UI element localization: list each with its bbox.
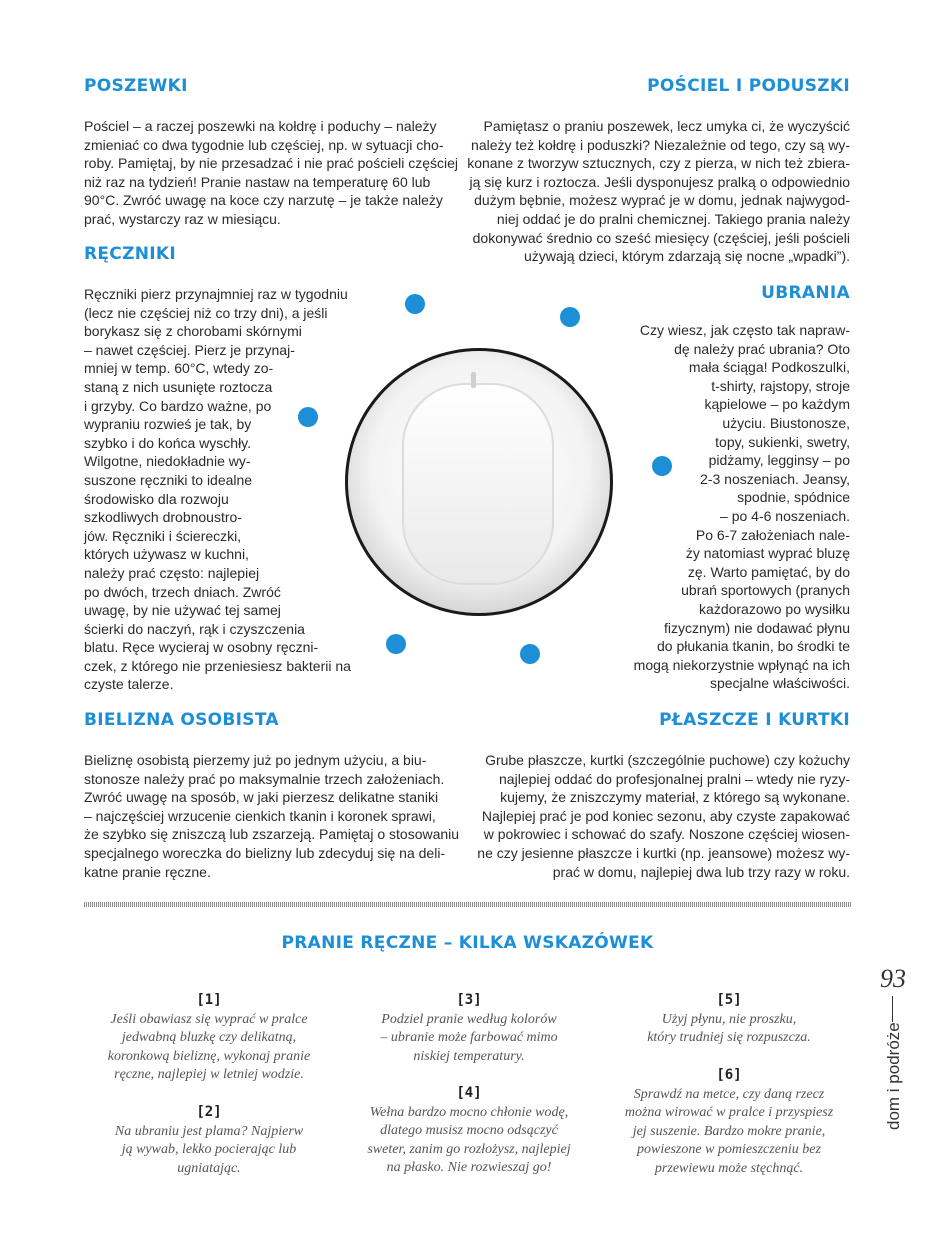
text-line: użyciu. Biustonosze, (722, 414, 850, 431)
tip-line: Jeśli obawiasz się wyprać w pralce (110, 1012, 308, 1027)
tip-5-number: [5] (716, 992, 742, 1008)
tip-line: niskiej temperatury. (413, 1048, 525, 1064)
text-line: staną z nich usunięte roztocza (84, 378, 273, 395)
text-line: szybko i do końca wyschły. (84, 434, 252, 451)
tip-2-number: [2] (196, 1104, 222, 1120)
text-line: wypraniu rozwieś je tak, by (84, 416, 252, 433)
tip-line: Podziel pranie według kolorów (381, 1012, 557, 1027)
text-line: specjalne właściwości. (709, 675, 850, 692)
tip-line: ręczne, najlepiej w letniej wodzie. (114, 1067, 304, 1083)
text-line: jów. Ręczniki i ściereczki, (84, 527, 242, 544)
text-line: zę. Warto pamiętać, by do (687, 563, 850, 580)
text-line: Pościel – a raczej poszewki na kołdrę i poduchy – należy (84, 118, 437, 134)
reczniki-heading: RĘCZNIKI (84, 244, 176, 264)
text-line: – nawet częściej. Pierz je przynaj- (84, 341, 295, 358)
text-line: fizycznym) nie dodawać płynu (664, 619, 850, 636)
text-line: Zwróć uwagę na sposób, w jaki pierzesz delikatne staniki (84, 789, 439, 806)
text-line: ścierki do naczyń, rąk i czyszczenia (84, 620, 305, 637)
text-line: używają dzieci, którym zdarzają się nocne „wpadki”). (523, 248, 850, 265)
bielizna-text (84, 751, 459, 881)
posciel-heading: POŚCIEL I PODUSZKI (647, 76, 850, 96)
text-line: szkodliwych drobnoustro- (84, 509, 242, 526)
dial-dot-icon (560, 307, 580, 327)
text-line: mała ściąga! Podkoszulki, (688, 359, 850, 376)
tip-2-text (84, 1123, 334, 1178)
text-line: 2-3 noszeniach. Jeansy, (700, 470, 850, 487)
text-line: po dwóch, trzech dniach. Zwróć (84, 583, 281, 600)
text-line: Wilgotne, niedokładnie wy- (84, 453, 251, 470)
tip-line: Wełna bardzo mocno chłonie wodę, (369, 1105, 569, 1120)
tip-line: Na ubraniu jest plama? Najpierw (114, 1124, 304, 1139)
dotted-divider (84, 902, 852, 907)
tip-4-text (344, 1104, 594, 1178)
text-line: t-shirty, rajstopy, stroje (711, 377, 850, 394)
tip-3-number: [3] (456, 992, 482, 1008)
text-line: że szybko się zniszczą lub zszarzeją. Pamiętaj o stosowaniu (84, 826, 460, 843)
tip-line: ugniatając. (177, 1160, 241, 1176)
text-line: suszone ręczniki to idealne (84, 471, 253, 488)
tip-1-number: [1] (196, 992, 222, 1008)
text-line: i grzyby. Co bardzo ważne, po (84, 397, 272, 414)
dial-dot-icon (386, 634, 406, 654)
dial-dot-icon (298, 407, 318, 427)
knob-illustration (341, 344, 617, 620)
dial-dot-icon (652, 456, 672, 476)
tip-line: Użyj płynu, nie proszku, (661, 1012, 797, 1027)
text-line: Bieliznę osobistą pierzemy już po jednym użyciu, a biu- (84, 752, 427, 768)
text-line: katne pranie ręczne. (84, 863, 211, 880)
text-line: dę należy prać ubrania? Oto (674, 340, 850, 357)
ubrania-text (634, 321, 850, 693)
text-line: (lecz nie częściej niż co trzy dni), a jeśli (84, 304, 328, 321)
text-line: każdorazowo po wysiłku (699, 600, 850, 617)
text-line: najlepiej oddać do profesjonalnej pralni – wtedy nie ryzy- (499, 770, 850, 787)
tip-5-text (604, 1011, 854, 1048)
posciel-text (467, 117, 850, 266)
page-number: 93 (880, 964, 906, 993)
tip-line: przewiewu może stęchnąć. (654, 1160, 804, 1176)
dial-dot-icon (520, 644, 540, 664)
text-line: dużym bębnie, możesz wyprać je w domu, jednak najwygod- (474, 192, 850, 209)
tip-line: można wirować w pralce i przyspiesz (624, 1105, 834, 1121)
text-line: mogą niekorzystnie wpłynąć na ich (633, 656, 850, 673)
text-line: których używasz w kuchni, (84, 546, 249, 563)
text-line: ubrań sportowych (pranych (681, 582, 850, 599)
text-line: – najczęściej wrzucenie cienkich tkanin i koronek sprawi, (84, 807, 436, 824)
text-line: czek, z którego nie przeniesiesz bakterii na (84, 657, 351, 674)
dial-dot-icon (405, 294, 425, 314)
page-divider (892, 996, 893, 1022)
tip-line: – ubranie może farbować mimo (380, 1030, 558, 1046)
text-line: stonosze należy prać po maksymalnie trzech założeniach. (84, 770, 445, 787)
text-line: roby. Pamiętaj, by nie przesadzać i nie prać pościeli częściej (84, 155, 459, 172)
tip-line: Sprawdź na metce, czy daną rzecz (633, 1087, 825, 1102)
tip-1-text (84, 1011, 334, 1085)
text-line: ży natomiast wyprać bluzę (685, 545, 850, 562)
text-line: borykasz się z chorobami skórnymi (84, 323, 302, 340)
text-line: Ręczniki pierz przynajmniej raz w tygodniu (84, 286, 348, 302)
tip-line: powieszone w pomieszczeniu bez (637, 1142, 821, 1158)
bielizna-heading: BIELIZNA OSOBISTA (84, 710, 279, 730)
text-line: zmieniać co dwa tygodnie lub częściej, np. w sytuacji cho- (84, 136, 444, 153)
text-line: prać w domu, najlepiej dwa lub trzy razy w roku. (552, 863, 850, 880)
tip-line: ją wywab, lekko pocierając lub (121, 1142, 297, 1158)
tip-3-text (344, 1011, 594, 1066)
text-line: w pokrowiec i schować do szafy. Noszone częściej wiosen- (483, 826, 850, 843)
tip-line: jej suszenie. Bardzo mokre pranie, (632, 1123, 826, 1139)
text-line: Po 6-7 założeniach nale- (695, 526, 850, 543)
tip-line: dlatego musisz mocno odsączyć (380, 1123, 558, 1139)
reczniki-text (84, 285, 351, 694)
text-line: mniej w temp. 60°C, wtedy zo- (84, 360, 274, 377)
tip-line: sweter, zanim go rozłożysz, najlepiej (367, 1141, 571, 1157)
poszewki-text (84, 117, 458, 229)
tip-line: na płasko. Nie rozwieszaj go! (386, 1160, 552, 1176)
text-line: 90°C. Zwróć uwagę na koce czy narzutę – je także należy (84, 192, 443, 209)
text-line: uwagę, by nie używać tej samej (84, 602, 281, 619)
tip-6-number: [6] (716, 1067, 742, 1083)
text-line: blatu. Ręce wycieraj w osobny ręczni- (84, 639, 319, 656)
poszewki-heading: POSZEWKI (84, 76, 188, 96)
text-line: topy, sukienki, swetry, (715, 433, 850, 450)
tip-4-number: [4] (456, 1085, 482, 1101)
tip-6-text (604, 1086, 854, 1178)
tips-heading: PRANIE RĘCZNE – KILKA WSKAZÓWEK (281, 933, 654, 953)
text-line: dokonywać średnio co sześć miesięcy (częściej, jeśli pościeli (472, 229, 850, 246)
text-line: niż raz na tydzień! Pranie nastaw na temperaturę 60 lub (84, 173, 431, 190)
text-line: do płukania tkanin, bo środki te (656, 638, 850, 655)
text-line: ją się kurz i roztocza. Jeśli dysponujesz pralką o odpowiednio (469, 173, 850, 190)
plaszcze-text (477, 751, 850, 881)
text-line: prać, wystarczy raz w miesiącu. (84, 210, 281, 227)
text-line: ne czy jesienne płaszcze i kurtki (np. jeansowe) możesz wy- (477, 844, 850, 861)
plaszcze-heading: PŁASZCZE I KURTKI (659, 710, 850, 730)
text-line: Pamiętasz o praniu poszewek, lecz umyka ci, że wyczyścić (483, 118, 850, 134)
text-line: należy też kołdrę i poduszki? Niezależnie od tego, czy są wy- (471, 136, 850, 153)
text-line: Najlepiej prać je pod koniec sezonu, aby czyste zapakować (481, 807, 850, 824)
tip-line: jedwabną bluzkę czy delikatną, (121, 1030, 297, 1046)
text-line: Grube płaszcze, kurtki (szczególnie puchowe) czy kożuchy (485, 752, 850, 768)
text-line: konane z tworzyw sztucznych, czy z pierza, w nich też zbiera- (467, 155, 850, 172)
text-line: czyste talerze. (84, 676, 174, 693)
text-line: kujemy, że zniszczymy materiał, z którego są wykonane. (500, 789, 850, 806)
ubrania-heading: UBRANIA (761, 283, 850, 303)
tip-line: który trudniej się rozpuszcza. (647, 1030, 811, 1046)
washing-machine-knob (341, 344, 617, 620)
text-line: – po 4-6 noszeniach. (720, 507, 850, 524)
tip-line: koronkową bieliznę, wykonaj pranie (107, 1048, 311, 1064)
text-line: środowisko dla rozwoju (84, 490, 229, 507)
text-line: kąpielowe – po każdym (704, 396, 850, 413)
text-line: pidżamy, legginsy – po (708, 452, 850, 469)
text-line: Czy wiesz, jak często tak napraw- (639, 322, 850, 338)
text-line: należy prać często: najlepiej (84, 564, 260, 581)
section-label: dom i podróże (884, 1022, 903, 1130)
text-line: specjalnego woreczka do bielizny lub zdecyduj się na deli- (84, 844, 446, 861)
text-line: spodnie, spódnice (737, 489, 850, 506)
text-line: niej oddać je do pralni chemicznej. Takiego prania należy (496, 210, 850, 227)
